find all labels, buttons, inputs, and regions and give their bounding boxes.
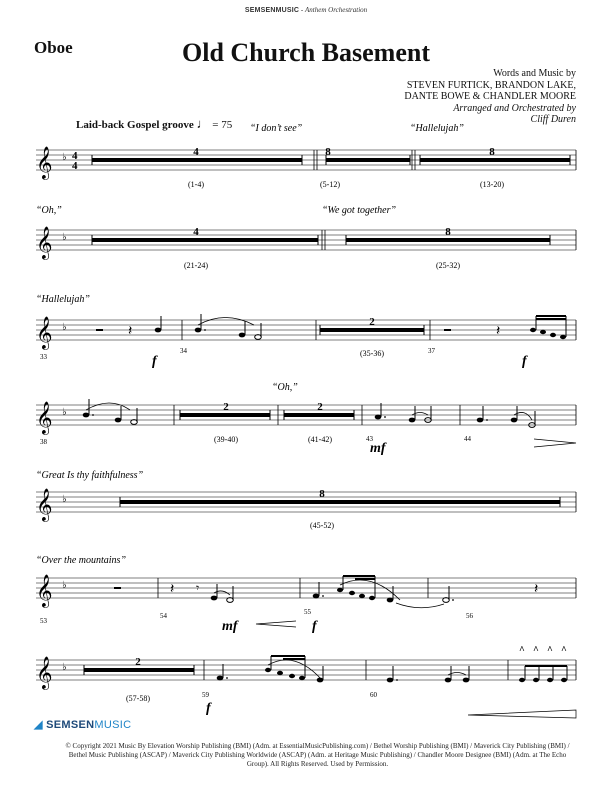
svg-text:“Hallelujah”: “Hallelujah” xyxy=(36,294,90,305)
svg-text:60: 60 xyxy=(370,691,377,699)
svg-text:(39-40): (39-40) xyxy=(214,435,238,444)
svg-text:♭: ♭ xyxy=(62,322,67,333)
time-sig-top: 4 xyxy=(72,150,78,162)
credits-arranged: Arranged and Orchestrated by xyxy=(453,102,576,114)
svg-text:♭: ♭ xyxy=(62,407,67,418)
svg-text:2: 2 xyxy=(135,656,141,668)
logo-subtext: MUSIC xyxy=(94,719,132,731)
svg-text:8: 8 xyxy=(325,146,331,158)
svg-text:♭: ♭ xyxy=(62,494,67,505)
credits-composers-1: STEVEN FURTICK, BRANDON LAKE, xyxy=(406,79,576,91)
accent-icon: ^ xyxy=(547,645,553,656)
multirest-bar xyxy=(92,158,302,162)
svg-text:53: 53 xyxy=(40,617,47,625)
svg-text:𝄞: 𝄞 xyxy=(36,403,53,434)
instrument-name: Oboe xyxy=(34,38,73,57)
staff-system-4 xyxy=(36,382,576,456)
credits-words-music: Words and Music by xyxy=(493,68,576,79)
svg-text:𝄞: 𝄞 xyxy=(36,318,53,349)
svg-text:♭: ♭ xyxy=(62,580,67,591)
staff-system-5 xyxy=(36,470,576,530)
svg-text:(1-4): (1-4) xyxy=(188,180,204,189)
quarter-note-icon: ♩ xyxy=(196,116,210,131)
svg-text:♭: ♭ xyxy=(62,232,67,243)
svg-text:“Oh,”: “Oh,” xyxy=(36,205,62,216)
svg-text:𝄽: 𝄽 xyxy=(128,324,133,339)
publisher-name: SEMSENMUSIC xyxy=(244,7,300,14)
accent-icon: ^ xyxy=(519,645,525,656)
svg-text:43: 43 xyxy=(366,435,373,443)
svg-text:(35-36): (35-36) xyxy=(360,349,384,358)
logo-mark-icon: ◢ xyxy=(34,719,43,731)
svg-text:“Over the mountains”: “Over the mountains” xyxy=(36,555,126,566)
svg-text:𝄽: 𝄽 xyxy=(534,582,539,597)
accent-icon: ^ xyxy=(533,645,539,656)
svg-text:f: f xyxy=(152,354,157,369)
staff-system-7 xyxy=(36,645,576,718)
svg-text:(45-52): (45-52) xyxy=(310,521,334,530)
svg-text:𝄞: 𝄞 xyxy=(36,658,53,689)
svg-text:34: 34 xyxy=(180,347,187,355)
staff-system-6 xyxy=(36,555,576,634)
svg-text:“Hallelujah”: “Hallelujah” xyxy=(410,123,464,134)
staff-system-2 xyxy=(36,205,576,270)
staff-system-3 xyxy=(36,294,576,369)
svg-text:mf: mf xyxy=(222,619,238,634)
svg-text:4: 4 xyxy=(193,226,199,238)
svg-text:37: 37 xyxy=(428,347,435,355)
svg-text:𝄽: 𝄽 xyxy=(170,582,175,597)
svg-text:𝄞: 𝄞 xyxy=(36,490,53,521)
svg-text:56: 56 xyxy=(466,612,473,620)
svg-text:mf: mf xyxy=(370,441,386,456)
credits-arranger: Cliff Duren xyxy=(530,114,576,125)
svg-text:(25-32): (25-32) xyxy=(436,261,460,270)
svg-text:f: f xyxy=(206,701,211,716)
publisher-header: SEMSENMUSIC - Anthem Orchestration xyxy=(244,6,368,14)
accent-icon: ^ xyxy=(561,645,567,656)
svg-text:(41-42): (41-42) xyxy=(308,435,332,444)
svg-text:44: 44 xyxy=(464,435,471,443)
svg-text:2: 2 xyxy=(223,401,229,413)
series-name: Anthem Orchestration xyxy=(305,6,368,14)
svg-text:𝄞: 𝄞 xyxy=(36,228,53,259)
svg-text:𝄞: 𝄞 xyxy=(36,576,53,607)
svg-text:2: 2 xyxy=(317,401,323,413)
tempo-style: Laid-back Gospel groove xyxy=(76,119,194,131)
svg-text:“We got together”: “We got together” xyxy=(322,205,397,216)
time-sig-bottom: 4 xyxy=(72,160,78,172)
staff-system-1 xyxy=(36,123,576,189)
svg-text:8: 8 xyxy=(489,146,495,158)
svg-text:𝄽: 𝄽 xyxy=(496,324,501,339)
tempo-value: = 75 xyxy=(212,119,233,131)
svg-text:54: 54 xyxy=(160,612,167,620)
logo-text: SEMSEN xyxy=(46,719,95,731)
credits-composers-2: DANTE BOWE & CHANDLER MOORE xyxy=(404,91,576,102)
svg-text:(13-20): (13-20) xyxy=(480,180,504,189)
svg-text:55: 55 xyxy=(304,608,311,616)
svg-text:2: 2 xyxy=(369,316,375,328)
svg-text:33: 33 xyxy=(40,353,47,361)
svg-text:♭: ♭ xyxy=(62,662,67,673)
svg-text:“I don’t see”: “I don’t see” xyxy=(250,123,303,134)
svg-text:38: 38 xyxy=(40,438,47,446)
svg-text:59: 59 xyxy=(202,691,209,699)
svg-text:f: f xyxy=(312,619,317,634)
svg-text:8: 8 xyxy=(445,226,451,238)
svg-text:4: 4 xyxy=(193,146,199,158)
publisher-logo xyxy=(34,718,131,731)
svg-text:f: f xyxy=(522,354,527,369)
svg-text:(5-12): (5-12) xyxy=(320,180,340,189)
svg-text:“Great Is thy faithfulness”: “Great Is thy faithfulness” xyxy=(36,470,144,481)
svg-text:“Oh,”: “Oh,” xyxy=(272,382,298,393)
page-title: Old Church Basement xyxy=(182,38,430,67)
svg-text:(57-58): (57-58) xyxy=(126,694,150,703)
copyright-notice: © Copyright 2021 Music By Elevation Worship Publishing (BMI) (Adm. at EssentialMusicPublishing.com) / Bethel Worship Publishing (BMI) / Maverick City Publishing (BMI) / Bethel Music Publishing (ASCAP) / Maverick City Publishing Worldwide (ASCAP) (Adm. at Heritage Music Publishing) / Chandler Moore Designee (BMI) (Adm. at The Echo Group). All Rights Reserved. Used by Permission. xyxy=(65,742,570,768)
svg-text:𝄾: 𝄾 xyxy=(196,581,200,595)
svg-text:(21-24): (21-24) xyxy=(184,261,208,270)
flat-key-icon: ♭ xyxy=(62,152,67,163)
svg-text:8: 8 xyxy=(319,488,325,500)
treble-clef-icon: 𝄞 xyxy=(36,148,53,179)
